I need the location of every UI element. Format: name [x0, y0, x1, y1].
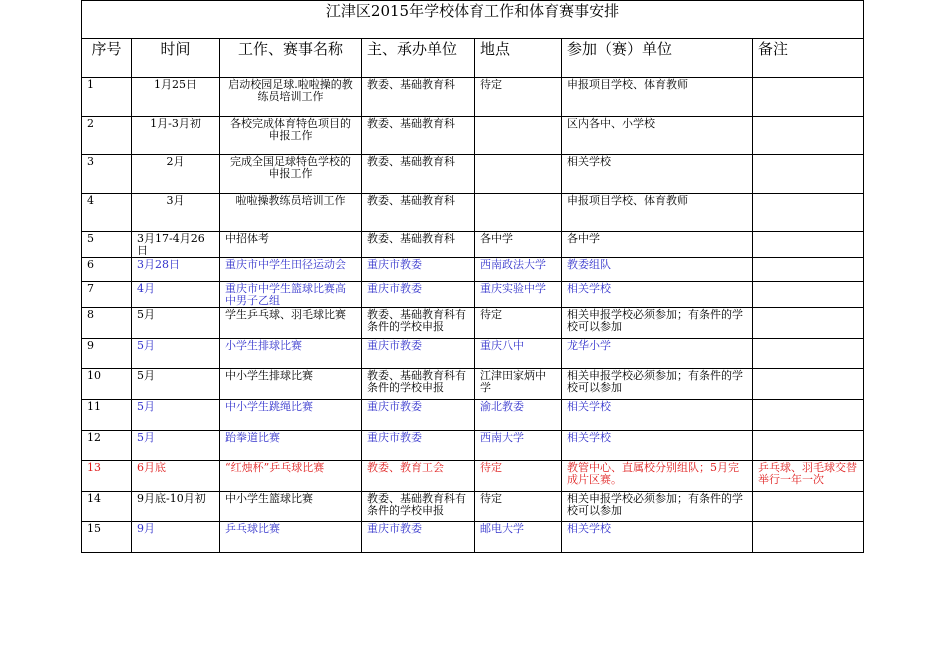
- row-time: 5月: [132, 339, 220, 369]
- row-remarks: [753, 282, 864, 308]
- title-row: [82, 1, 864, 39]
- row-time: 2月: [132, 155, 220, 194]
- row-participants: 相关学校: [562, 155, 753, 194]
- table-row: [82, 431, 864, 461]
- row-location: 西南政法大学: [475, 258, 562, 282]
- row-organizer: 教委、基础教育科: [362, 155, 475, 194]
- row-participants: 相关学校: [562, 522, 753, 553]
- row-index: 12: [82, 431, 132, 461]
- row-index: 13: [82, 461, 132, 492]
- row-participants: 申报项目学校、体育教师: [562, 194, 753, 232]
- row-participants: 各中学: [562, 232, 753, 258]
- row-remarks: [753, 339, 864, 369]
- row-remarks: [753, 155, 864, 194]
- row-event-name: 启动校园足球.啦啦操的教练员培训工作: [220, 78, 362, 117]
- row-event-name: 跆拳道比赛: [220, 431, 362, 461]
- row-event-name: 学生乒乓球、羽毛球比赛: [220, 308, 362, 339]
- table-row: [82, 369, 864, 400]
- row-remarks: [753, 492, 864, 522]
- row-event-name: 重庆市中学生篮球比赛高中男子乙组: [220, 282, 362, 308]
- row-event-name: 中招体考: [220, 232, 362, 258]
- row-index: 1: [82, 78, 132, 117]
- row-time: 3月: [132, 194, 220, 232]
- row-index: 5: [82, 232, 132, 258]
- row-location: 渝北教委: [475, 400, 562, 431]
- row-location: 各中学: [475, 232, 562, 258]
- header-row: [82, 39, 864, 78]
- row-time: 5月: [132, 431, 220, 461]
- row-time: 3月17-4月26日: [132, 232, 220, 258]
- row-location: 待定: [475, 308, 562, 339]
- table-row: [82, 400, 864, 431]
- row-event-name: 啦啦操教练员培训工作: [220, 194, 362, 232]
- table-row: [82, 308, 864, 339]
- row-participants: 相关申报学校必须参加；有条件的学校可以参加: [562, 492, 753, 522]
- row-time: 9月: [132, 522, 220, 553]
- table-row: [82, 155, 864, 194]
- row-participants: 区内各中、小学校: [562, 117, 753, 155]
- table-row: [82, 78, 864, 117]
- header-time: 时间: [132, 39, 220, 78]
- row-organizer: 重庆市教委: [362, 431, 475, 461]
- row-remarks: 乒乓球、羽毛球交替举行一年一次: [753, 461, 864, 492]
- table-row: [82, 339, 864, 369]
- row-index: 7: [82, 282, 132, 308]
- row-index: 4: [82, 194, 132, 232]
- table-row: [82, 522, 864, 553]
- row-organizer: 教委、基础教育科有条件的学校申报: [362, 308, 475, 339]
- table-row: [82, 282, 864, 308]
- row-participants: 申报项目学校、体育教师: [562, 78, 753, 117]
- row-time: 5月: [132, 369, 220, 400]
- row-time: 1月-3月初: [132, 117, 220, 155]
- row-remarks: [753, 308, 864, 339]
- row-event-name: 乒乓球比赛: [220, 522, 362, 553]
- row-participants: 相关学校: [562, 400, 753, 431]
- row-remarks: [753, 400, 864, 431]
- row-event-name: 完成全国足球特色学校的申报工作: [220, 155, 362, 194]
- row-location: 江津田家炳中学: [475, 369, 562, 400]
- header-location: 地点: [475, 39, 562, 78]
- table-row: [82, 194, 864, 232]
- table-row: [82, 117, 864, 155]
- row-index: 15: [82, 522, 132, 553]
- row-remarks: [753, 232, 864, 258]
- row-location: 重庆实验中学: [475, 282, 562, 308]
- row-time: 5月: [132, 400, 220, 431]
- row-organizer: 教委、基础教育科: [362, 78, 475, 117]
- table-row: [82, 461, 864, 492]
- row-participants: 教委组队: [562, 258, 753, 282]
- row-organizer: 重庆市教委: [362, 339, 475, 369]
- row-index: 10: [82, 369, 132, 400]
- row-time: 4月: [132, 282, 220, 308]
- row-location: 待定: [475, 461, 562, 492]
- row-organizer: 重庆市教委: [362, 522, 475, 553]
- row-participants: 相关申报学校必须参加；有条件的学校可以参加: [562, 369, 753, 400]
- schedule-table: [81, 0, 864, 553]
- row-event-name: 各校完成体育特色项目的申报工作: [220, 117, 362, 155]
- row-organizer: 教委、基础教育科: [362, 194, 475, 232]
- row-remarks: [753, 194, 864, 232]
- row-organizer: 重庆市教委: [362, 282, 475, 308]
- row-organizer: 重庆市教委: [362, 258, 475, 282]
- row-location: 邮电大学: [475, 522, 562, 553]
- row-participants: 教管中心、直属校分别组队；5月完成片区赛。: [562, 461, 753, 492]
- row-participants: 相关申报学校必须参加；有条件的学校可以参加: [562, 308, 753, 339]
- row-index: 6: [82, 258, 132, 282]
- row-index: 3: [82, 155, 132, 194]
- row-organizer: 教委、基础教育科: [362, 117, 475, 155]
- row-event-name: 小学生排球比赛: [220, 339, 362, 369]
- row-remarks: [753, 78, 864, 117]
- row-event-name: 重庆市中学生田径运动会: [220, 258, 362, 282]
- row-time: 1月25日: [132, 78, 220, 117]
- row-organizer: 教委、基础教育科: [362, 232, 475, 258]
- row-event-name: 中小学生篮球比赛: [220, 492, 362, 522]
- row-event-name: 中小学生排球比赛: [220, 369, 362, 400]
- row-time: 5月: [132, 308, 220, 339]
- row-location: [475, 194, 562, 232]
- row-time: 9月底-10月初: [132, 492, 220, 522]
- row-remarks: [753, 117, 864, 155]
- row-organizer: 教委、基础教育科有条件的学校申报: [362, 369, 475, 400]
- row-organizer: 教委、教育工会: [362, 461, 475, 492]
- header-index: 序号: [82, 39, 132, 78]
- row-index: 9: [82, 339, 132, 369]
- table-row: [82, 258, 864, 282]
- row-remarks: [753, 369, 864, 400]
- row-index: 11: [82, 400, 132, 431]
- row-location: [475, 155, 562, 194]
- row-location: 待定: [475, 78, 562, 117]
- row-location: 待定: [475, 492, 562, 522]
- row-index: 14: [82, 492, 132, 522]
- table-row: [82, 232, 864, 258]
- row-participants: 相关学校: [562, 282, 753, 308]
- row-time: 6月底: [132, 461, 220, 492]
- row-location: 西南大学: [475, 431, 562, 461]
- table-title: 江津区2015年学校体育工作和体育赛事安排: [82, 1, 864, 39]
- row-participants: 相关学校: [562, 431, 753, 461]
- row-time: 3月28日: [132, 258, 220, 282]
- row-index: 8: [82, 308, 132, 339]
- row-remarks: [753, 431, 864, 461]
- table-row: [82, 492, 864, 522]
- header-event-name: 工作、赛事名称: [220, 39, 362, 78]
- row-location: [475, 117, 562, 155]
- row-participants: 龙华小学: [562, 339, 753, 369]
- header-participants: 参加（赛）单位: [562, 39, 753, 78]
- row-remarks: [753, 258, 864, 282]
- row-organizer: 重庆市教委: [362, 400, 475, 431]
- row-remarks: [753, 522, 864, 553]
- row-index: 2: [82, 117, 132, 155]
- header-organizer: 主、承办单位: [362, 39, 475, 78]
- row-event-name: 中小学生跳绳比赛: [220, 400, 362, 431]
- row-organizer: 教委、基础教育科有条件的学校申报: [362, 492, 475, 522]
- row-location: 重庆八中: [475, 339, 562, 369]
- header-remarks: 备注: [753, 39, 864, 78]
- row-event-name: “红烛杯”乒乓球比赛: [220, 461, 362, 492]
